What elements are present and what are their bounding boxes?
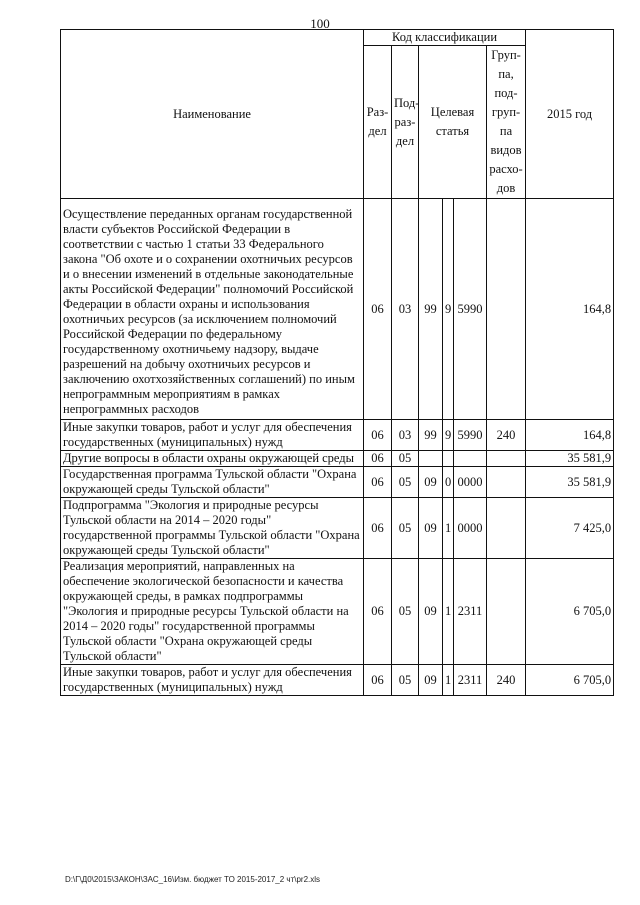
row-name: Иные закупки товаров, работ и услуг для обеспечения государственных (муниципальных) нужд [61, 420, 364, 451]
row-expense-group [487, 199, 526, 420]
row-target-program: 09 [419, 467, 443, 498]
row-target-program: 99 [419, 199, 443, 420]
row-target-direction: 5990 [454, 199, 487, 420]
row-expense-group: 240 [487, 420, 526, 451]
row-target-direction: 0000 [454, 498, 487, 559]
header-target-article: Целевая статья [419, 46, 487, 199]
row-subsection: 03 [392, 420, 419, 451]
row-name: Другие вопросы в области охраны окружающей среды [61, 451, 364, 467]
row-amount: 6 705,0 [526, 665, 614, 696]
row-name: Иные закупки товаров, работ и услуг для обеспечения государственных (муниципальных) нужд [61, 665, 364, 696]
row-section: 06 [364, 199, 392, 420]
row-name: Подпрограмма "Экология и природные ресурсы Тульской области на 2014 – 2020 годы" государственной программы Тульской области "Охрана окружающей среды Тульской области" [61, 498, 364, 559]
budget-table [60, 29, 614, 696]
row-amount: 7 425,0 [526, 498, 614, 559]
header-section: Раз- дел [364, 46, 392, 199]
row-name: Государственная программа Тульской области "Охрана окружающей среды Тульской области" [61, 467, 364, 498]
row-target-subprogram: 0 [443, 467, 454, 498]
row-subsection: 05 [392, 665, 419, 696]
row-amount: 164,8 [526, 420, 614, 451]
page-number: 100 [310, 16, 330, 31]
row-subsection: 05 [392, 498, 419, 559]
row-expense-group [487, 451, 526, 467]
table-row [61, 665, 614, 696]
row-target-program: 09 [419, 498, 443, 559]
header-expense-group: Груп- па, под- груп- па видов расхо- дов [487, 46, 526, 199]
row-expense-group [487, 467, 526, 498]
row-target-program: 09 [419, 665, 443, 696]
header-subsection: Под- раз- дел [392, 46, 419, 199]
row-target-subprogram [443, 451, 454, 467]
row-expense-group [487, 498, 526, 559]
row-subsection: 05 [392, 467, 419, 498]
row-amount: 35 581,9 [526, 467, 614, 498]
row-amount: 164,8 [526, 199, 614, 420]
table-row [61, 467, 614, 498]
row-target-subprogram: 9 [443, 199, 454, 420]
table-row [61, 199, 614, 420]
table-row [61, 420, 614, 451]
row-target-program: 99 [419, 420, 443, 451]
row-target-direction: 2311 [454, 665, 487, 696]
row-target-program [419, 451, 443, 467]
row-name: Реализация мероприятий, направленных на обеспечение экологической безопасности и качества окружающей среды, в рамках подпрограммы "Экология и природные ресурсы Тульской области на 2014 – 2020 годы" государственной программы Тульской области "Охрана окружающей среды Тульской области" [61, 559, 364, 665]
header-classification: Код классификации [364, 30, 526, 46]
row-target-direction: 2311 [454, 559, 487, 665]
header-year: 2015 год [526, 30, 614, 199]
row-section: 06 [364, 420, 392, 451]
header-name: Наименование [61, 30, 364, 199]
row-amount: 35 581,9 [526, 451, 614, 467]
row-subsection: 05 [392, 559, 419, 665]
row-name: Осуществление переданных органам государственной власти субъектов Российской Федерации в соответствии с частью 1 статьи 33 Федерального закона "Об охоте и о сохранении охотничьих ресурсов и о внесении изменений в отдельные законодательные акты Российской Федерации" полномочий Российской Федерации в области охраны и использования охотничьих ресурсов (за исключением полномочий Российской Федерации по федеральному государственному охотничьему надзору, выдаче разрешений на добычу охотничьих ресурсов и заключению охотхозяйственных соглашений) по иным непрограммным мероприятиям в рамках непрограммных расходов [61, 199, 364, 420]
footer-file-path: D:\Г\Д0\2015\ЗАКОН\ЗАС_16\Изм. бюджет ТО 2015-2017_2 чт\pr2.xls [65, 875, 321, 884]
row-target-subprogram: 9 [443, 420, 454, 451]
row-subsection: 03 [392, 199, 419, 420]
row-expense-group: 240 [487, 665, 526, 696]
row-amount: 6 705,0 [526, 559, 614, 665]
table-row [61, 451, 614, 467]
row-target-subprogram: 1 [443, 559, 454, 665]
row-section: 06 [364, 665, 392, 696]
row-target-program: 09 [419, 559, 443, 665]
row-target-subprogram: 1 [443, 665, 454, 696]
row-section: 06 [364, 498, 392, 559]
row-section: 06 [364, 559, 392, 665]
row-target-direction: 0000 [454, 467, 487, 498]
row-target-subprogram: 1 [443, 498, 454, 559]
row-target-direction [454, 451, 487, 467]
table-row [61, 498, 614, 559]
row-section: 06 [364, 451, 392, 467]
row-subsection: 05 [392, 451, 419, 467]
table-row [61, 559, 614, 665]
row-section: 06 [364, 467, 392, 498]
row-target-direction: 5990 [454, 420, 487, 451]
row-expense-group [487, 559, 526, 665]
